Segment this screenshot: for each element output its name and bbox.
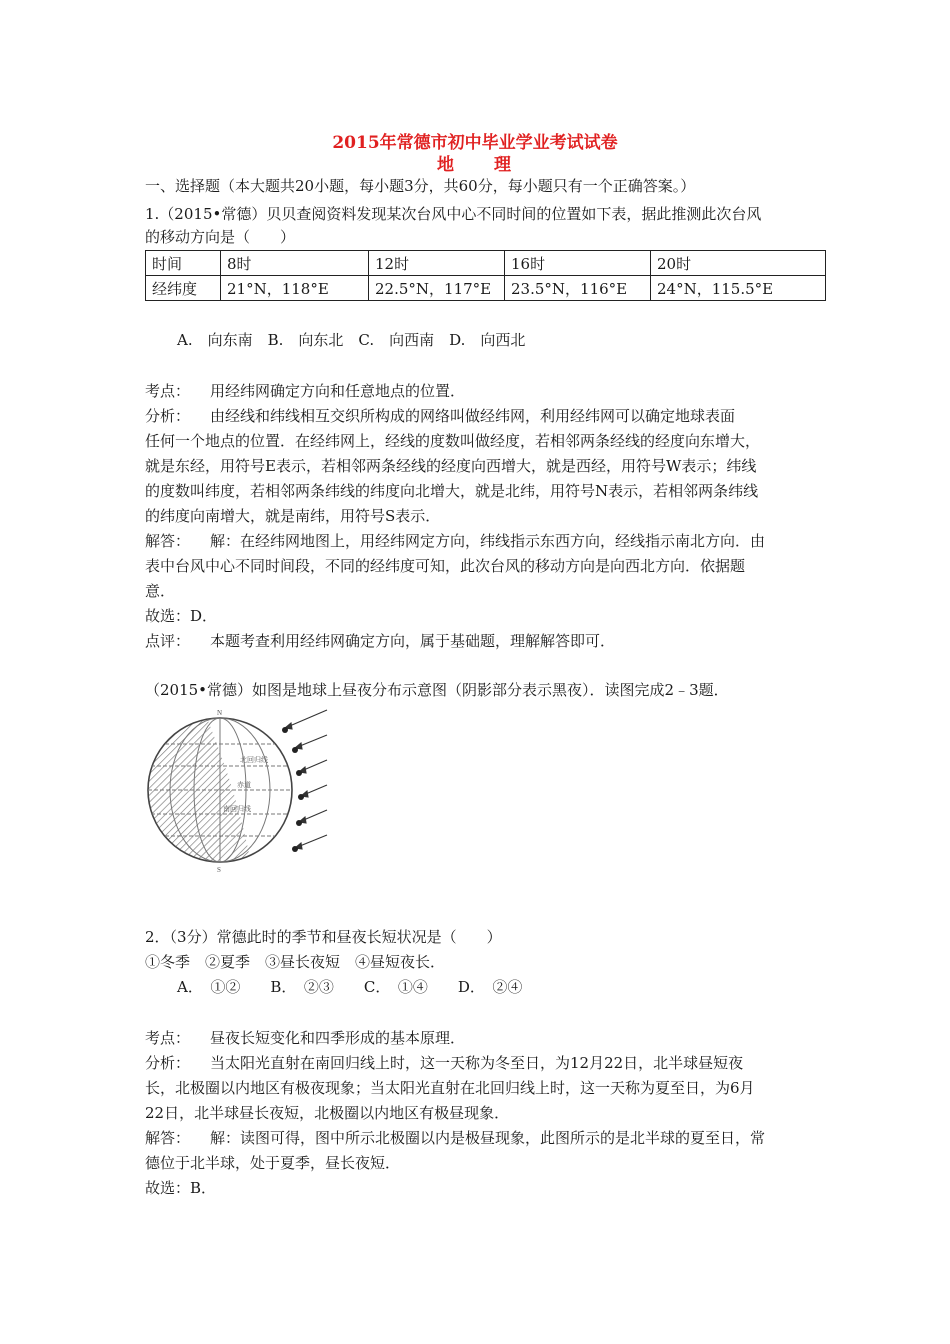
q1-fenxi-line3: 就是东经，用符号E表示，若相邻两条经线的经度向西增大，就是西经，用符号W表示；纬线 bbox=[145, 457, 757, 475]
q2-fenxi bbox=[145, 1053, 743, 1073]
q1-jieda-line2: 表中台风中心不同时间段，不同的经纬度可知，此次台风的移动方向是向西北方向．依据题 bbox=[145, 557, 746, 575]
q2-answer: 故选：B． bbox=[145, 1179, 217, 1197]
jieda-label: 解答： bbox=[145, 1129, 191, 1147]
q2-kaodian bbox=[145, 1028, 465, 1048]
q1-fenxi-line2: 任何一个地点的位置．在经纬网上，经线的度数叫做经度，若相邻两条经线的经度向东增大， bbox=[145, 432, 761, 450]
table-cell: 24°N，115.5°E bbox=[651, 276, 826, 301]
jieda-text: 解：读图可得，图中所示北极圈以内是极昼现象，此图所示的是北半球的夏至日，常 bbox=[210, 1129, 766, 1147]
q2-options: A． ①② B． ②③ C． ①④ D． ②④ bbox=[177, 978, 523, 996]
table-cell: 12时 bbox=[369, 251, 505, 276]
table-cell: 8时 bbox=[221, 251, 369, 276]
q1-jieda-line3: 意． bbox=[145, 582, 176, 600]
q2-jieda-line2: 德位于北半球，处于夏季，昼长夜短． bbox=[145, 1154, 401, 1172]
q2-choices: ①冬季 ②夏季 ③昼长夜短 ④昼短夜长． bbox=[145, 953, 446, 971]
jieda-label: 解答： bbox=[145, 532, 191, 550]
q2-fenxi-line2: 长，北极圈以内地区有极夜现象；当太阳光直射在北回归线上时，这一天称为夏至日，为6月 bbox=[145, 1079, 755, 1097]
q1-kaodian bbox=[145, 381, 465, 401]
typhoon-position-table bbox=[145, 250, 826, 301]
q1-stem-line2: 的移动方向是（ ） bbox=[145, 228, 296, 246]
table-cell: 21°N，118°E bbox=[221, 276, 369, 301]
label-south-tropic: 南回归线 bbox=[223, 805, 251, 813]
q1-options: A. 向东南 B. 向东北 C. 向西南 D. 向西北 bbox=[177, 331, 526, 349]
kaodian-text: 昼夜长短变化和四季形成的基本原理． bbox=[210, 1029, 466, 1047]
q1-jieda bbox=[145, 531, 765, 551]
jieda-text: 解：在经纬网地图上，用经纬网定方向，纬线指示东西方向，经线指示南北方向．由 bbox=[210, 532, 766, 550]
q23-intro: （2015•常德）如图是地球上昼夜分布示意图（阴影部分表示黑夜）．读图完成2﹣3题． bbox=[145, 681, 729, 699]
q1-fenxi-line4: 的度数叫纬度，若相邻两条纬线的纬度向北增大，就是北纬，用符号N表示，若相邻两条纬线 bbox=[145, 482, 759, 500]
dianping-text: 本题考查利用经纬网确定方向，属于基础题，理解解答即可． bbox=[210, 632, 616, 650]
table-cell: 16时 bbox=[505, 251, 651, 276]
kaodian-label: 考点： bbox=[145, 382, 191, 400]
label-tropic: 北回归线 bbox=[240, 756, 268, 764]
table-cell: 23.5°N，116°E bbox=[505, 276, 651, 301]
q1-stem-line1: 1.（2015•常德）贝贝查阅资料发现某次台风中心不同时间的位置如下表，据此推测此次台风 bbox=[145, 205, 762, 223]
table-cell: 经纬度 bbox=[146, 276, 221, 301]
table-cell: 22.5°N，117°E bbox=[369, 276, 505, 301]
table-row bbox=[146, 276, 826, 301]
q1-answer: 故选：D． bbox=[145, 607, 218, 625]
fenxi-text: 由经线和纬线相互交织所构成的网络叫做经纬网，利用经纬网可以确定地球表面 bbox=[210, 407, 736, 425]
table-cell: 时间 bbox=[146, 251, 221, 276]
label-north: N bbox=[217, 709, 223, 717]
section-heading: 一、选择题（本大题共20小题，每小题3分，共60分，每小题只有一个正确答案。） bbox=[145, 177, 696, 195]
q1-fenxi-line5: 的纬度向南增大，就是南纬，用符号S表示． bbox=[145, 507, 441, 525]
day-night-globe-figure bbox=[145, 700, 335, 885]
exam-title: 2015年常德市初中毕业学业考试试卷 bbox=[332, 133, 618, 153]
label-equator: 赤道 bbox=[237, 781, 251, 789]
kaodian-text: 用经纬网确定方向和任意地点的位置． bbox=[210, 382, 466, 400]
kaodian-label: 考点： bbox=[145, 1029, 191, 1047]
q1-dianping bbox=[145, 631, 615, 651]
q2-fenxi-line3: 22日，北半球昼长夜短，北极圈以内地区有极昼现象． bbox=[145, 1104, 510, 1122]
fenxi-label: 分析： bbox=[145, 1054, 191, 1072]
fenxi-label: 分析： bbox=[145, 407, 191, 425]
q2-stem: 2．（3分）常德此时的季节和昼夜长短状况是（ ） bbox=[145, 928, 502, 946]
label-south: S bbox=[217, 866, 221, 874]
exam-subject: 地 理 bbox=[437, 155, 513, 175]
table-cell: 20时 bbox=[651, 251, 826, 276]
q1-fenxi bbox=[145, 406, 735, 426]
table-row bbox=[146, 251, 826, 276]
dianping-label: 点评： bbox=[145, 632, 191, 650]
q2-jieda bbox=[145, 1128, 765, 1148]
fenxi-text: 当太阳光直射在南回归线上时，这一天称为冬至日，为12月22日，北半球昼短夜 bbox=[210, 1054, 744, 1072]
